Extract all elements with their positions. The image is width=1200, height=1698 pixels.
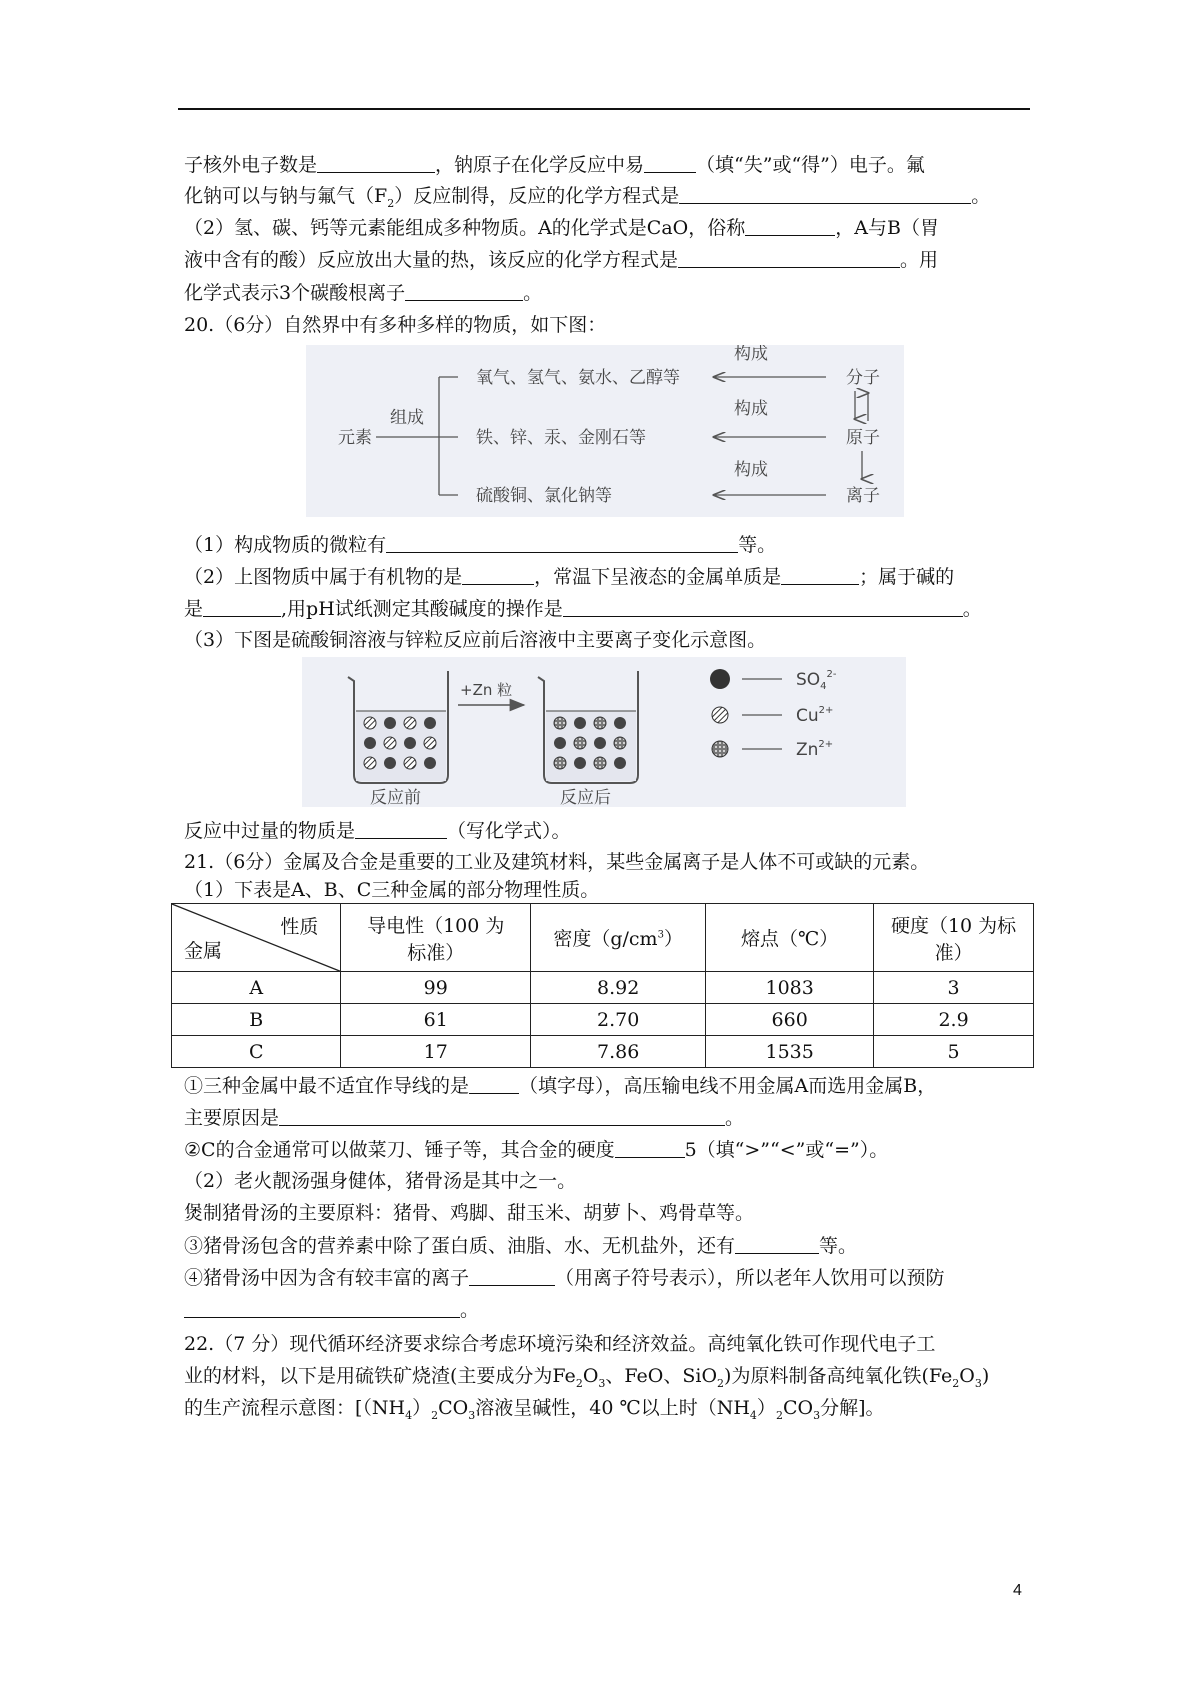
table-row <box>172 1004 1034 1036</box>
q21-item-4-cont: 。 <box>184 1297 479 1322</box>
q21-part-1: （1）下表是A、B、C三种金属的部分物理性质。 <box>184 879 600 901</box>
atomic-substances: 铁、锌、汞、金刚石等 <box>476 428 646 448</box>
q21-item-3: ③猪骨汤包含的营养素中除了蛋白质、油脂、水、无机盐外，还有 等。 <box>184 1235 858 1257</box>
answer-blank[interactable] <box>184 1297 460 1318</box>
q22-line-1: 22.（7 分）现代循环经济要求综合考虑环境污染和经济效益。高纯氧化铁可作现代电子工 <box>184 1333 936 1355</box>
legend-zinc: $Zn^{2+}$ <box>796 739 834 760</box>
q19-line-1: 子核外电子数是 ，钠原子在化学反应中易 （填“失”或“得”）电子。氟 <box>184 154 925 176</box>
add-zinc-label: +Zn 粒 <box>460 681 513 699</box>
table-header-row <box>172 904 1034 972</box>
hardness-value: 5 <box>874 1036 1034 1068</box>
density-value: 7.86 <box>531 1036 706 1068</box>
metal-name: B <box>172 1004 341 1036</box>
q21-item-1-cont: 主要原因是 。 <box>184 1107 745 1129</box>
q21-title: 21.（6分）金属及合金是重要的工业及建筑材料，某些金属离子是人体不可或缺的元素。 <box>184 851 930 873</box>
sulfate-marker <box>710 669 730 689</box>
answer-blank[interactable] <box>279 1105 725 1126</box>
answer-blank[interactable] <box>462 564 534 585</box>
answer-blank[interactable] <box>781 564 859 585</box>
q20-part-2-cont: 是 ,用pH试纸测定其酸碱度的操作是 。 <box>184 598 982 620</box>
answer-blank[interactable] <box>644 152 696 173</box>
answer-blank[interactable] <box>745 215 835 236</box>
conductivity-value: 61 <box>341 1004 531 1036</box>
element-label: 元素 <box>338 428 372 448</box>
constitute-label: 构成 <box>734 460 768 480</box>
reaction-ion-diagram <box>302 657 906 807</box>
answer-blank[interactable] <box>679 183 971 204</box>
melting-point-value: 660 <box>706 1004 874 1036</box>
q22-line-3: 的生产流程示意图：[$(NH_4)_2CO_3$溶液呈碱性，40 ℃以上时$(NH_4)_2CO_3$分解]。 <box>184 1397 885 1422</box>
answer-blank[interactable] <box>355 818 447 839</box>
ionic-substances: 硫酸铜、氯化钠等 <box>476 486 612 506</box>
q21-item-1: ①三种金属中最不适宜作导线的是 （填字母），高压输电线不用金属A而选用金属B， <box>184 1075 937 1097</box>
answer-blank[interactable] <box>203 596 281 617</box>
density-value: 2.70 <box>531 1004 706 1036</box>
answer-blank[interactable] <box>469 1265 555 1286</box>
table-corner-cell <box>172 904 341 972</box>
metal-properties-table <box>171 903 1034 1068</box>
before-label: 反应前 <box>370 788 421 807</box>
q19-line-5: 化学式表示3个碳酸根离子 。 <box>184 282 543 304</box>
q20-part-2: （2）上图物质中属于有机物的是 ，常温下呈液态的金属单质是 ；属于碱的 <box>184 566 955 588</box>
q19-line-3: （2）氢、碳、钙等元素能组成多种物质。A的化学式是CaO，俗称 ，A与B（胃 <box>184 217 939 239</box>
after-label: 反应后 <box>560 788 611 807</box>
header-melting-point: 熔点（℃） <box>706 904 874 972</box>
constitute-label: 构成 <box>734 399 768 419</box>
q21-ingredients: 煲制猪骨汤的主要原料：猪骨、鸡脚、甜玉米、胡萝卜、鸡骨草等。 <box>184 1202 755 1224</box>
matter-classification-diagram <box>306 345 904 517</box>
page-number: 4 <box>1013 1582 1022 1599</box>
header-conductivity: 导电性（100 为 标准） <box>341 904 531 972</box>
q21-part-2: （2）老火靓汤强身健体，猪骨汤是其中之一。 <box>184 1170 577 1192</box>
q22-line-2: 业的材料，以下是用硫铁矿烧渣(主要成分为$Fe_2O_3$、FeO、SiO$_2$)为原料制备高纯氧化铁$(Fe_2O_3)$ <box>184 1365 990 1390</box>
corner-metal-label: 金属 <box>184 940 223 962</box>
ion-label: 离子 <box>846 486 880 506</box>
q21-item-2: ②C的合金通常可以做菜刀、锤子等，其合金的硬度 5（填“>”“<”或“=”）。 <box>184 1139 889 1161</box>
metal-name: C <box>172 1036 341 1068</box>
answer-blank[interactable] <box>405 280 523 301</box>
q20-part-3: （3）下图是硫酸铜溶液与锌粒反应前后溶液中主要离子变化示意图。 <box>184 629 767 651</box>
answer-blank[interactable] <box>317 152 435 173</box>
answer-blank[interactable] <box>678 247 900 268</box>
metal-name: A <box>172 972 341 1004</box>
header-density: 密度$(g/cm^3)$ <box>531 904 706 972</box>
conductivity-value: 17 <box>341 1036 531 1068</box>
hardness-value: 2.9 <box>874 1004 1034 1036</box>
constitute-label: 构成 <box>734 345 768 364</box>
q19-line-2: 化钠可以与钠与氟气$(F_2)$反应制得，反应的化学方程式是 。 <box>184 185 991 210</box>
table-row <box>172 972 1034 1004</box>
zinc-marker <box>712 741 728 757</box>
q20-title: 20.（6分）自然界中有多种多样的物质，如下图： <box>184 314 607 336</box>
corner-property-label: 性质 <box>280 916 319 938</box>
melting-point-value: 1083 <box>706 972 874 1004</box>
hardness-value: 3 <box>874 972 1034 1004</box>
answer-blank[interactable] <box>469 1073 519 1094</box>
copper-marker <box>712 707 728 723</box>
answer-blank[interactable] <box>386 532 738 553</box>
q19-line-4: 液中含有的酸）反应放出大量的热，该反应的化学方程式是 。用 <box>184 249 939 271</box>
conductivity-value: 99 <box>341 972 531 1004</box>
legend-sulfate: $SO_4^{2-}$ <box>796 669 837 692</box>
answer-blank[interactable] <box>563 596 963 617</box>
density-value: 8.92 <box>531 972 706 1004</box>
compose-label: 组成 <box>390 408 424 428</box>
q21-item-4: ④猪骨汤中因为含有较丰富的离子 （用离子符号表示），所以老年人饮用可以预防 <box>184 1267 945 1289</box>
molecule-label: 分子 <box>846 368 880 388</box>
header-hardness: 硬度（10 为标 准） <box>874 904 1034 972</box>
answer-blank[interactable] <box>735 1233 819 1254</box>
atom-label: 原子 <box>846 428 880 448</box>
legend-copper: $Cu^{2+}$ <box>796 705 834 726</box>
answer-blank[interactable] <box>615 1137 685 1158</box>
q20-part-4: 反应中过量的物质是 （写化学式）。 <box>184 820 571 842</box>
header-rule <box>178 108 1030 110</box>
molecular-substances: 氧气、氢气、氨水、乙醇等 <box>476 368 680 388</box>
table-row <box>172 1036 1034 1068</box>
melting-point-value: 1535 <box>706 1036 874 1068</box>
q20-part-1: （1）构成物质的微粒有 等。 <box>184 534 777 556</box>
